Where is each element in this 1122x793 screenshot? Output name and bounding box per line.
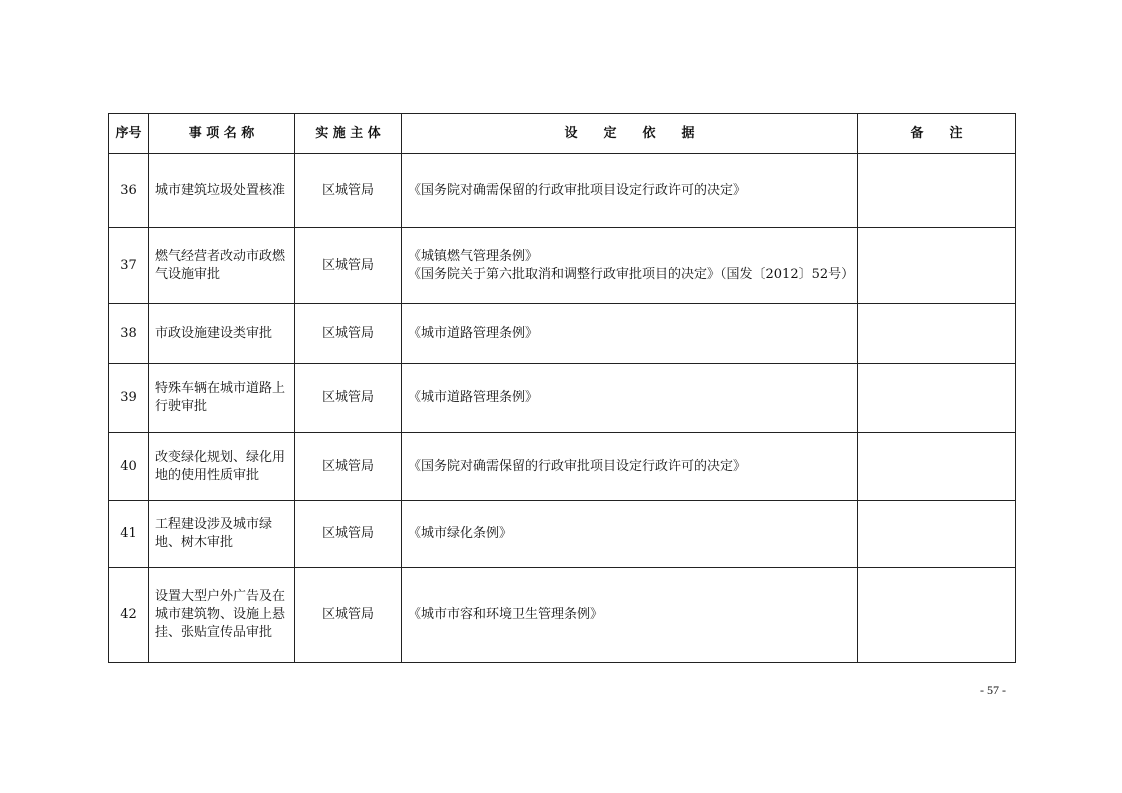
header-remark: 备 注 (858, 114, 1016, 154)
basis-line: 《城市市容和环境卫生管理条例》 (408, 607, 604, 622)
header-subject: 实 施 主 体 (295, 114, 402, 154)
implementing-body: 区城管局 (295, 501, 402, 568)
item-name: 工程建设涉及城市绿地、树木审批 (149, 501, 295, 568)
remark-cell (858, 154, 1016, 228)
remark-cell (858, 364, 1016, 433)
legal-basis (402, 364, 858, 433)
implementing-body: 区城管局 (295, 154, 402, 228)
item-name: 特殊车辆在城市道路上行驶审批 (149, 364, 295, 433)
item-name: 改变绿化规划、绿化用地的使用性质审批 (149, 433, 295, 501)
basis-line: 《城市道路管理条例》 (408, 390, 539, 405)
row-number: 39 (109, 364, 149, 433)
row-number: 41 (109, 501, 149, 568)
implementing-body: 区城管局 (295, 304, 402, 364)
basis-line: 《城市绿化条例》 (408, 526, 513, 541)
header-no: 序号 (109, 114, 149, 154)
legal-basis (402, 154, 858, 228)
basis-line: 《城市道路管理条例》 (408, 325, 539, 341)
remark-cell (858, 433, 1016, 501)
implementing-body: 区城管局 (295, 364, 402, 433)
legal-basis (402, 304, 858, 364)
legal-basis (402, 501, 858, 568)
remark-cell (858, 228, 1016, 304)
table-header-row (109, 114, 1016, 154)
remark-cell (858, 501, 1016, 568)
legal-basis (402, 568, 858, 663)
implementing-body: 区城管局 (295, 568, 402, 663)
header-name: 事 项 名 称 (149, 114, 295, 154)
item-name: 城市建筑垃圾处置核准 (149, 154, 295, 228)
table-row (109, 568, 1016, 663)
remark-cell (858, 568, 1016, 663)
row-number: 40 (109, 433, 149, 501)
basis-line: 《国务院对确需保留的行政审批项目设定行政许可的决定》 (408, 182, 747, 198)
table-row (109, 154, 1016, 228)
item-name: 设置大型户外广告及在城市建筑物、设施上悬挂、张贴宣传品审批 (149, 568, 295, 663)
table-row (109, 228, 1016, 304)
item-name: 燃气经营者改动市政燃气设施审批 (149, 228, 295, 304)
page-number: - 57 - (980, 683, 1006, 697)
row-number: 36 (109, 154, 149, 228)
row-number: 42 (109, 568, 149, 663)
row-number: 37 (109, 228, 149, 304)
table-row (109, 364, 1016, 433)
table-row (109, 304, 1016, 364)
row-number: 38 (109, 304, 149, 364)
remark-cell (858, 304, 1016, 364)
basis-line: 《国务院对确需保留的行政审批项目设定行政许可的决定》 (408, 458, 747, 474)
basis-line: 《城镇燃气管理条例》 (408, 248, 539, 264)
basis-line: 《国务院关于第六批取消和调整行政审批项目的决定》（国发〔2012〕52号） (408, 266, 855, 282)
table-row (109, 433, 1016, 501)
table-row (109, 501, 1016, 568)
approval-items-table (108, 113, 1016, 663)
implementing-body: 区城管局 (295, 433, 402, 501)
item-name: 市政设施建设类审批 (149, 304, 295, 364)
header-basis: 设 定 依 据 (402, 114, 858, 154)
implementing-body: 区城管局 (295, 228, 402, 304)
legal-basis (402, 433, 858, 501)
legal-basis (402, 228, 858, 304)
